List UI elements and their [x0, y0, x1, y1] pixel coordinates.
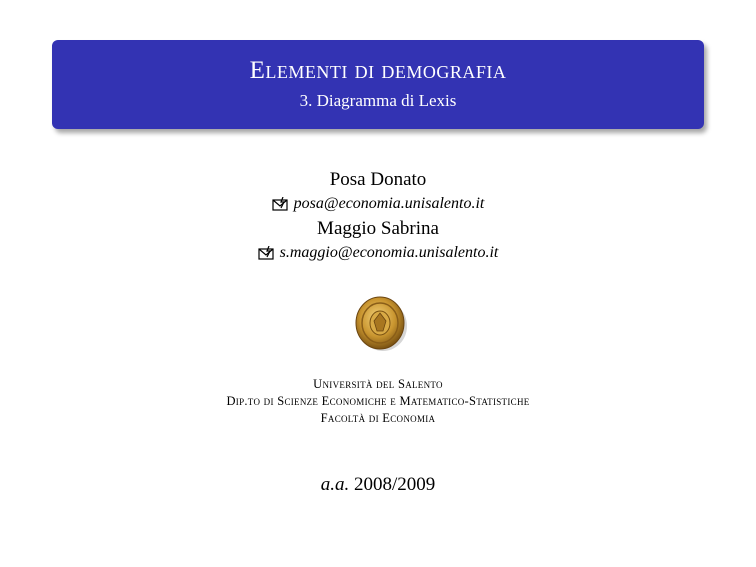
university-name: Università del Salento: [313, 377, 443, 391]
author-name-2: Maggio Sabrina: [317, 218, 439, 239]
authors-block: [0, 167, 756, 265]
envelope-icon: [258, 246, 274, 260]
institute-block: [0, 376, 756, 427]
envelope-icon: [272, 197, 288, 211]
academic-year: [0, 474, 756, 496]
presentation-subtitle: 3. Diagramma di Lexis: [299, 91, 457, 110]
university-seal-icon: [352, 293, 408, 353]
department-name: Dip.to di Scienze Economiche e Matematico-Statistiche: [226, 394, 530, 408]
title-banner: [52, 40, 704, 129]
academic-year-value: 2008/2009: [353, 474, 436, 495]
faculty-name: Facoltà di Economia: [320, 411, 436, 425]
academic-year-prefix: a.a.: [320, 474, 350, 495]
author-email-row-1: [0, 192, 756, 216]
author-email-row-2: [0, 241, 756, 265]
author-email-2[interactable]: s.maggio@economia.unisalento.it: [279, 244, 499, 261]
author-email-1[interactable]: posa@economia.unisalento.it: [293, 195, 485, 212]
presentation-title: Elementi di demografia: [249, 57, 507, 84]
author-name-1: Posa Donato: [329, 169, 427, 190]
